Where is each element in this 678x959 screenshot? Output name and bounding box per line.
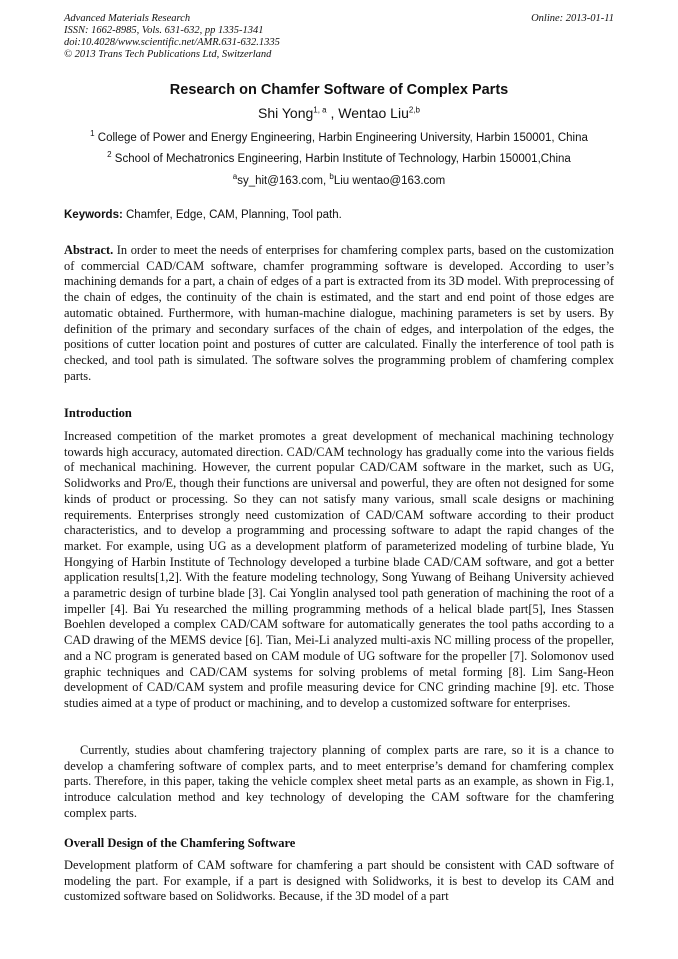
journal-name: Advanced Materials Research [64, 13, 191, 24]
section-heading-introduction: Introduction [64, 406, 132, 420]
journal-header [64, 13, 614, 61]
online-date: Online: 2013-01-11 [531, 13, 614, 24]
affiliation-2-sup: 2 [107, 150, 112, 160]
affiliation-1-sup: 1 [90, 129, 95, 139]
author-1-sup: 1, a [313, 105, 327, 115]
author-2-name: Wentao Liu [338, 105, 409, 121]
abstract [64, 243, 614, 384]
affiliation-1 [0, 129, 678, 144]
introduction-paragraph-1: Increased competition of the market promotes a great development of mechanical machining technology towards high accuracy, automated direction. CAD/CAM technology has gradually come into the various fields of mechanical machining. However, the current popular CAD/CAM software in the market, such as UG, Solidworks and Pro/E, though their functions are universal and powerful, they are often not designed for some kinds of product or processing. So they can not satisfy many various, small scale designs or machining requirements. Enterprises strongly need customization of CAD/CAM software according to their product characteristics, and to develop a programming and processing software to adapt the rapid changes of the market. For example, using UG as a development platform of parameterized modeling of turbine blade, Yu Hongying of Harbin Institute of Technology developed a turbine blade CAD/CAM software, and got a better application results[1,2]. With the feature modeling technology, Song Yuwang of Beihang University achieved a parametric design of turbine blade [3]. Cai Yonglin analysed tool path generation of machining the root of a impeller [4]. Bai Yu researched the milling programming methods of a helical blade part[5], Ines Stassen Boehlen developed a complex CAD/CAM software for automatically generates the tool paths according to a CAD drawing of the MEMS device [6]. Tian, Mei-Li analyzed multi-axis NC milling process of the propeller, and a NC program is generated based on CAM module of UG software for the propeller [7]. Solomonov used graphic techniques and CAD/CAM systems for solving problems of metal forming [8]. Lim Sang-Heon development of CAD/CAM system and profile measuring device for CNC grinding machine [9]. etc. Those studies aimed at a type of product or machining, and to develop a customized software for enterprises. [64, 429, 614, 710]
affiliation-1-text: College of Power and Energy Engineering, Harbin Engineering University, Harbin 150001, China [94, 132, 588, 144]
email-a: sy_hit@163.com, [237, 175, 330, 187]
author-1-name: Shi Yong [257, 105, 314, 121]
authors-line [0, 105, 678, 121]
keywords-label: Keywords: [64, 209, 123, 221]
affiliation-2 [0, 150, 678, 165]
author-separator: , [326, 105, 339, 121]
email-a-sup: a [232, 172, 238, 182]
introduction-paragraph-2: Currently, studies about chamfering trajectory planning of complex parts are rare, so it is a chance to develop a chamfering software of complex parts, and to meet enterprise’s demand for chamfering complex parts. Therefore, in this paper, taking the vehicle complex sheet metal parts as an example, as shown in Fig.1, introduce calculation method and key technology of developing the CAM software for the chamfering complex parts. [64, 743, 614, 820]
emails [0, 172, 678, 187]
overall-design-paragraph-1: Development platform of CAM software for chamfering a part should be consistent with CAD software of modeling the part. For example, if a part is designed with Solidworks, it is best to develop its CAM and customized software based on Solidworks. Because, if the 3D model of a part [64, 858, 614, 904]
doi-line: doi:10.4028/www.scientific.net/AMR.631-632.1335 [64, 37, 280, 48]
abstract-label: Abstract. [64, 243, 114, 257]
issn-line: ISSN: 1662-8985, Vols. 631-632, pp 1335-1341 [64, 25, 264, 36]
copyright-line: © 2013 Trans Tech Publications Ltd, Switzerland [64, 49, 272, 60]
paper-title: Research on Chamfer Software of Complex Parts [169, 82, 509, 98]
author-2-sup: 2,b [408, 105, 420, 115]
email-b-sup: b [329, 172, 334, 182]
keywords [64, 209, 614, 221]
affiliation-2-text: School of Mechatronics Engineering, Harbin Institute of Technology, Harbin 150001,China [111, 153, 571, 165]
abstract-text: In order to meet the needs of enterprises for chamfering complex parts, based on the customization of commercial CAD/CAM software, chamfer programming software is developed. According to user’s machining demands for a part, a chain of edges of a part is extracted from its 3D model. With preprocessing of the chain of edges, the continuity of the chain is estimated, and the start and end point of those edges are automatic obtained. Furthermore, with human-machine dialogue, machining parameters is set by users. By definition of the primary and secondary surfaces of the chain of edges, and interpolation of the edges, the positions of cutter location point and postures of cutter are calculated. Finally the interference of tool path is checked, and tool path is simulated. The software solves the programming problem of chamfering complex parts. [64, 243, 614, 383]
keywords-text: Chamfer, Edge, CAM, Planning, Tool path. [122, 209, 342, 221]
section-heading-overall-design: Overall Design of the Chamfering Software [64, 836, 296, 850]
email-b: Liu wentao@163.com [333, 175, 446, 187]
